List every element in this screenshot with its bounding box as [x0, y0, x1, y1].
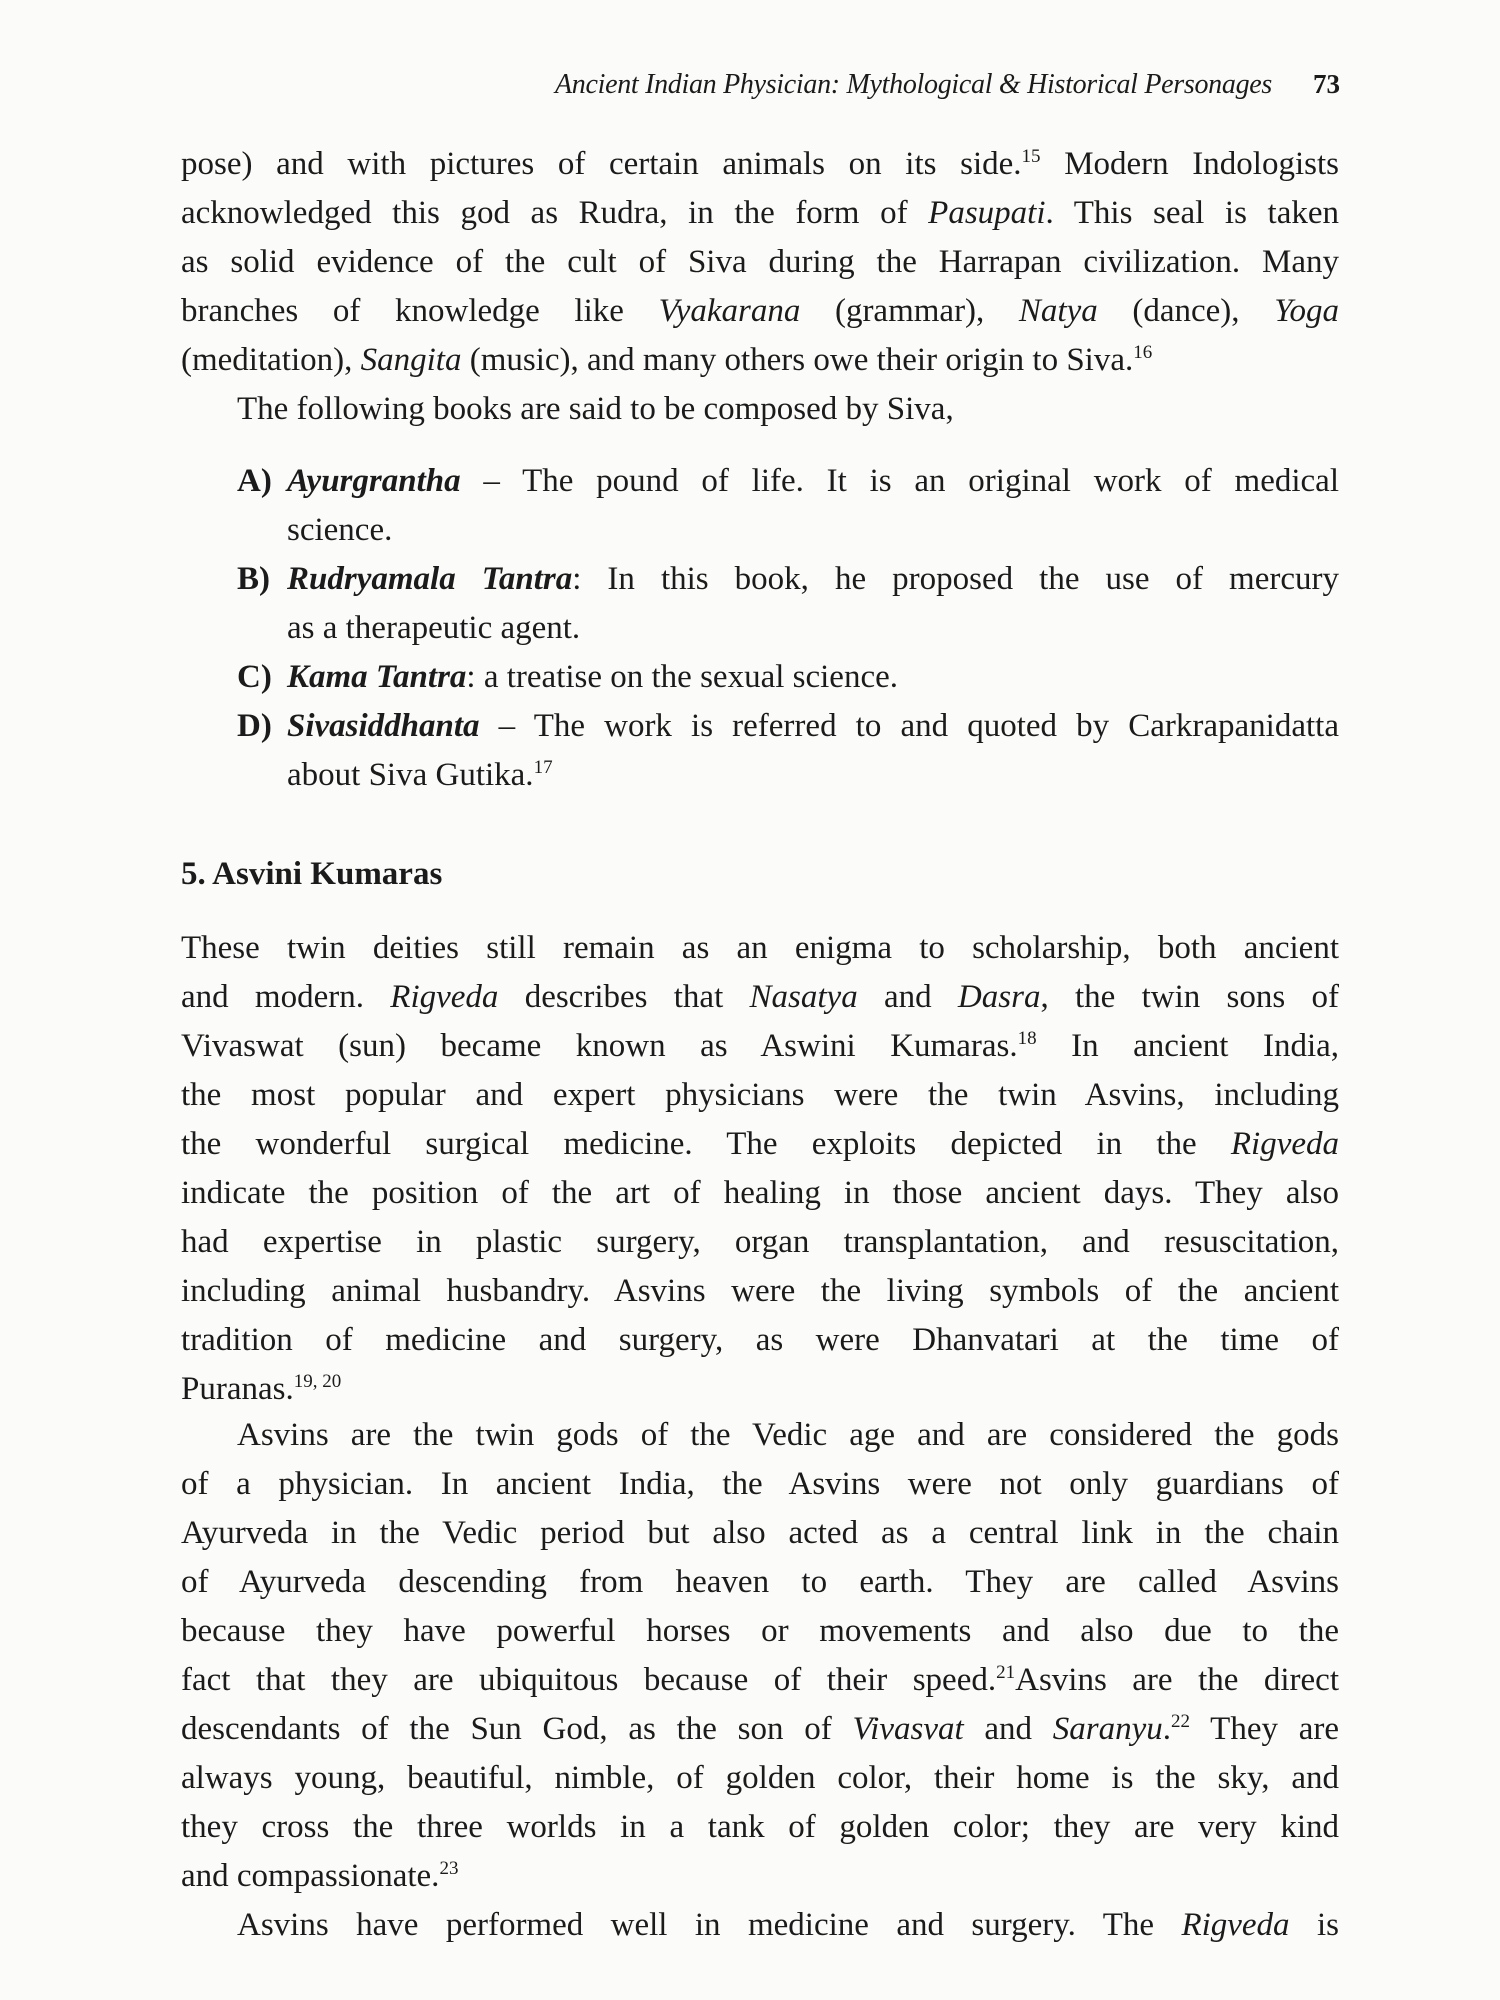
text-run: and: [857, 979, 958, 1015]
text-run: – The work is referred to and quoted by Carkrapanidatta: [479, 708, 1339, 744]
text-run: : In this book, he proposed the use of mercury: [572, 561, 1339, 597]
text-line: [181, 1656, 1339, 1705]
emphasized-text: Rigveda: [1181, 1907, 1290, 1943]
text-run: had expertise in plastic surgery, organ transplantation, and resuscitation,: [181, 1224, 1339, 1260]
text-run: – The pound of life. It is an original work of medical: [460, 463, 1339, 499]
list-item: [181, 702, 1339, 751]
paragraph-siva: [181, 140, 1339, 434]
text-run: . This seal is taken: [1045, 195, 1339, 231]
text-run: indicate the position of the art of healing in those ancient days. They also: [181, 1175, 1339, 1211]
text-run: In ancient India,: [1036, 1028, 1340, 1064]
text-line: [181, 1901, 1339, 1950]
section-heading: 5. Asvini Kumaras: [181, 856, 443, 892]
text-run: (music), and many others owe their origin to Siva.: [461, 342, 1134, 378]
list-item-label: D): [237, 708, 272, 744]
text-run: is: [1289, 1907, 1339, 1943]
text-run: and compassionate.: [181, 1858, 440, 1894]
text-run: (dance),: [1097, 293, 1275, 329]
footnote-reference: 21: [996, 1662, 1016, 1683]
text-run: The following books are said to be composed by Siva,: [237, 391, 954, 427]
text-run: about Siva Gutika.: [287, 757, 534, 793]
running-header-title: Ancient Indian Physician: Mythological & Historical Personages: [554, 69, 1272, 100]
emphasized-text: Kama Tantra: [287, 659, 467, 695]
text-line: [181, 1022, 1339, 1071]
running-header: [300, 62, 1340, 106]
text-run: tradition of medicine and surgery, as were Dhanvatari at the time of: [181, 1322, 1339, 1358]
text-run: including animal husbandry. Asvins were the living symbols of the ancient: [181, 1273, 1339, 1309]
text-line: [181, 1803, 1339, 1852]
text-line: [181, 1852, 1339, 1901]
text-run: always young, beautiful, nimble, of golden color, their home is the sky, and: [181, 1760, 1339, 1796]
text-run: as a therapeutic agent.: [287, 610, 581, 646]
text-line: [181, 751, 1339, 800]
text-run: branches of knowledge like: [181, 293, 659, 329]
text-run: as solid evidence of the cult of Siva during the Harrapan civilization. Many: [181, 244, 1339, 280]
text-line: [181, 1169, 1339, 1218]
text-line: [181, 385, 1339, 434]
text-run: of a physician. In ancient India, the Asvins were not only guardians of: [181, 1466, 1339, 1502]
text-run: : a treatise on the sexual science.: [466, 659, 898, 695]
text-run: descendants of the Sun God, as the son of: [181, 1711, 853, 1747]
text-line: [181, 1267, 1339, 1316]
text-run: fact that they are ubiquitous because of their speed.: [181, 1662, 997, 1698]
text-run: (grammar),: [800, 293, 1019, 329]
text-run: Asvins are the direct: [1015, 1662, 1339, 1698]
text-run: pose) and with pictures of certain animals on its side.: [181, 146, 1022, 182]
text-run: acknowledged this god as Rudra, in the form of: [181, 195, 929, 231]
text-line: [181, 287, 1339, 336]
text-line: [181, 189, 1339, 238]
footnote-reference: 17: [533, 757, 553, 778]
text-line: [181, 1316, 1339, 1365]
emphasized-text: Rudryamala Tantra: [287, 561, 573, 597]
text-line: [181, 1218, 1339, 1267]
text-line: [181, 506, 1339, 555]
emphasized-text: Rigveda: [1230, 1126, 1339, 1162]
emphasized-text: Ayurgrantha: [287, 463, 461, 499]
paragraph-asvini-2: [181, 1411, 1339, 1950]
text-line: [181, 238, 1339, 287]
footnote-reference: 16: [1133, 342, 1153, 363]
page-number: 73: [1313, 69, 1340, 99]
text-run: and: [963, 1711, 1053, 1747]
text-line: [181, 1509, 1339, 1558]
text-run: the most popular and expert physicians were the twin Asvins, including: [181, 1077, 1339, 1113]
text-run: and modern.: [181, 979, 391, 1015]
text-run: describes that: [498, 979, 750, 1015]
text-run: Modern Indologists: [1040, 146, 1339, 182]
text-line: [181, 336, 1339, 385]
text-run: because they have powerful horses or movements and also due to the: [181, 1613, 1339, 1649]
text-line: [181, 604, 1339, 653]
paragraph-asvini-1: [181, 924, 1339, 1414]
emphasized-text: Yoga: [1274, 293, 1340, 329]
text-line: [181, 1607, 1339, 1656]
footnote-reference: 22: [1171, 1711, 1191, 1732]
emphasized-text: Dasra: [957, 979, 1041, 1015]
emphasized-text: Saranyu: [1052, 1711, 1163, 1747]
text-run: .: [1162, 1711, 1172, 1747]
text-run: Asvins have performed well in medicine and surgery. The: [237, 1907, 1182, 1943]
text-run: They are: [1190, 1711, 1339, 1747]
text-run: Vivaswat (sun) became known as Aswini Kumaras.: [181, 1028, 1018, 1064]
text-line: [181, 973, 1339, 1022]
text-line: [181, 1071, 1339, 1120]
list-item: [181, 457, 1339, 506]
text-run: , the twin sons of: [1040, 979, 1339, 1015]
text-run: Ayurveda in the Vedic period but also acted as a central link in the chain: [181, 1515, 1339, 1551]
text-run: These twin deities still remain as an enigma to scholarship, both ancient: [181, 930, 1339, 966]
emphasized-text: Rigveda: [390, 979, 499, 1015]
list-item: [181, 555, 1339, 604]
list-item: [181, 653, 1339, 702]
emphasized-text: Pasupati: [928, 195, 1046, 231]
text-line: [181, 1120, 1339, 1169]
footnote-reference: 23: [439, 1858, 459, 1879]
emphasized-text: Sivasiddhanta: [287, 708, 480, 744]
footnote-reference: 19, 20: [293, 1371, 342, 1392]
text-line: [181, 140, 1339, 189]
footnote-reference: 15: [1021, 146, 1041, 167]
text-run: (meditation),: [181, 342, 361, 378]
text-run: Asvins are the twin gods of the Vedic age and are considered the gods: [237, 1417, 1339, 1453]
text-line: [181, 1411, 1339, 1460]
text-line: [181, 1754, 1339, 1803]
emphasized-text: Nasatya: [749, 979, 858, 1015]
list-siva-books: [181, 457, 1339, 800]
text-line: [181, 924, 1339, 973]
emphasized-text: Natya: [1018, 293, 1098, 329]
text-line: [181, 1460, 1339, 1509]
emphasized-text: Sangita: [360, 342, 462, 378]
text-run: the wonderful surgical medicine. The exploits depicted in the: [181, 1126, 1231, 1162]
text-line: [181, 1558, 1339, 1607]
text-run: Puranas.: [181, 1371, 294, 1407]
text-run: of Ayurveda descending from heaven to earth. They are called Asvins: [181, 1564, 1339, 1600]
emphasized-text: Vyakarana: [658, 293, 801, 329]
footnote-reference: 18: [1017, 1028, 1037, 1049]
list-item-label: B): [237, 561, 270, 597]
list-item-label: C): [237, 659, 272, 695]
emphasized-text: Vivasvat: [852, 1711, 964, 1747]
text-line: [181, 1705, 1339, 1754]
list-item-label: A): [237, 463, 272, 499]
text-line: [181, 1365, 1339, 1414]
text-run: they cross the three worlds in a tank of golden color; they are very kind: [181, 1809, 1339, 1845]
text-run: science.: [287, 512, 393, 548]
